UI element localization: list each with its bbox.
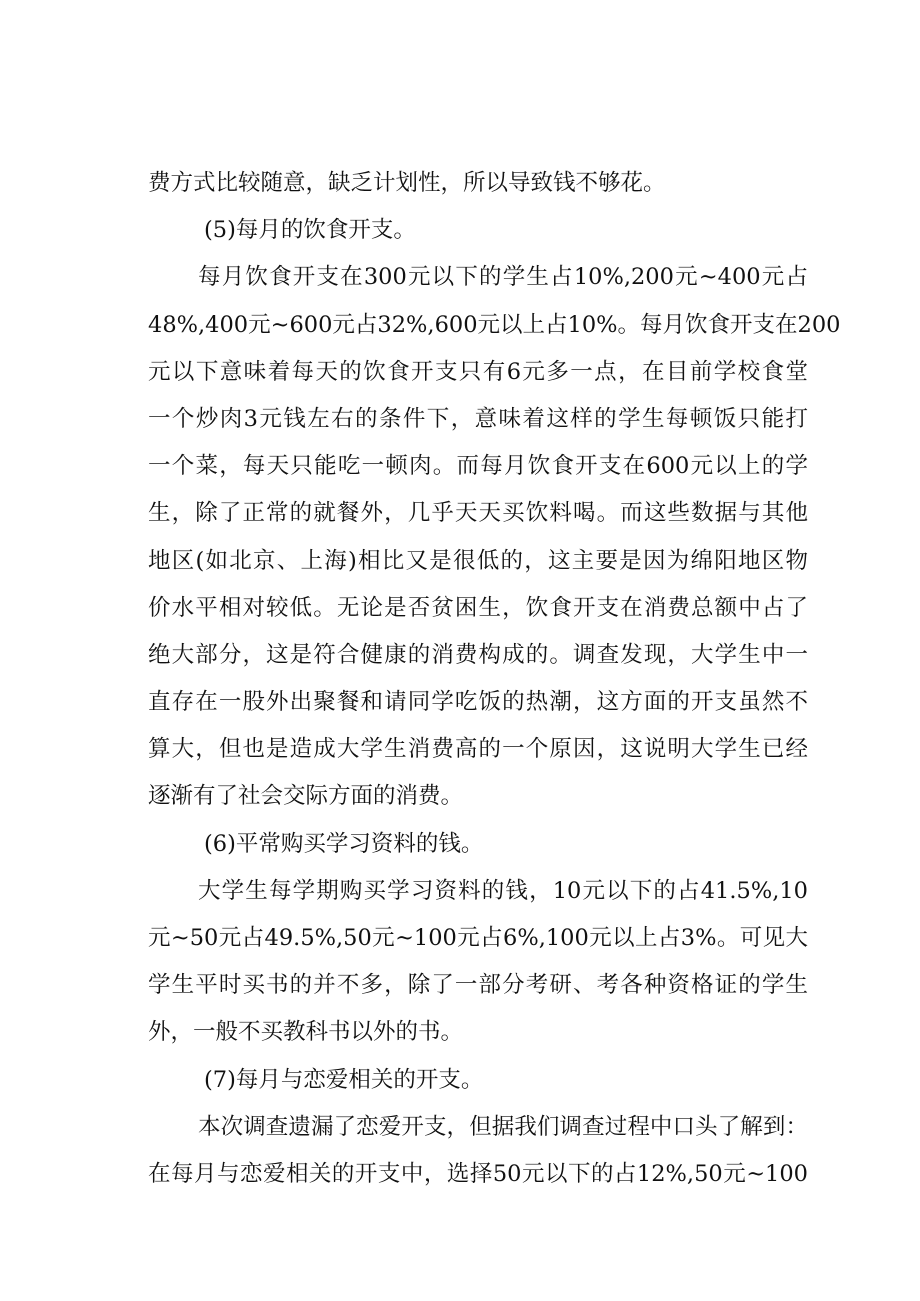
paragraph-line: 一个炒肉3元钱左右的条件下，意味着这样的学生每顿饭只能打	[148, 405, 808, 432]
paragraph-line: 元~50元占49.5%,50元~100元占6%,100元以上占3%。可见大	[148, 925, 808, 951]
paragraph-line: 逐渐有了社会交际方面的消费。	[148, 783, 464, 810]
paragraph-line: 每月饮食开支在300元以下的学生占10%,200元~400元占	[198, 264, 808, 291]
section-heading-6: (6)平常购买学习资料的钱。	[204, 830, 484, 857]
section-heading-5: (5)每月的饮食开支。	[204, 217, 416, 244]
paragraph-line: 在每月与恋爱相关的开支中，选择50元以下的占12%,50元~100	[148, 1160, 808, 1187]
paragraph-line: 直存在一股外出聚餐和请同学吃饭的热潮，这方面的开支虽然不	[148, 689, 808, 716]
paragraph-line: 生，除了正常的就餐外，几乎天天买饮料喝。而这些数据与其他	[148, 500, 808, 527]
paragraph-line: 本次调查遗漏了恋爱开支，但据我们调查过程中口头了解到：	[198, 1113, 808, 1140]
paragraph-line: 地区(如北京、上海)相比又是很低的，这主要是因为绵阳地区物	[148, 547, 808, 574]
paragraph-line: 外，一般不买教科书以外的书。	[148, 1019, 464, 1046]
paragraph-line: 价水平相对较低。无论是否贫困生，饮食开支在消费总额中占了	[148, 594, 808, 621]
paragraph-line: 学生平时买书的并不多，除了一部分考研、考各种资格证的学生	[148, 972, 808, 999]
paragraph-line: 算大，但也是造成大学生消费高的一个原因，这说明大学生已经	[148, 736, 808, 763]
section-heading-7: (7)每月与恋爱相关的开支。	[204, 1066, 484, 1093]
body-text	[148, 160, 841, 1198]
paragraph-line: 一个菜，每天只能吃一顿肉。而每月饮食开支在600元以上的学	[148, 453, 808, 480]
paragraph-line: 费方式比较随意，缺乏计划性，所以导致钱不够花。	[148, 170, 666, 196]
paragraph-line: 48%,400元~600元占32%,600元以上占10%。每月饮食开支在200	[148, 311, 841, 338]
paragraph-line: 大学生每学期购买学习资料的钱，10元以下的占41.5%,10	[198, 877, 808, 904]
paragraph-line: 元以下意味着每天的饮食开支只有6元多一点，在目前学校食堂	[148, 358, 808, 385]
paragraph-line: 绝大部分，这是符合健康的消费构成的。调查发现，大学生中一	[148, 641, 808, 668]
